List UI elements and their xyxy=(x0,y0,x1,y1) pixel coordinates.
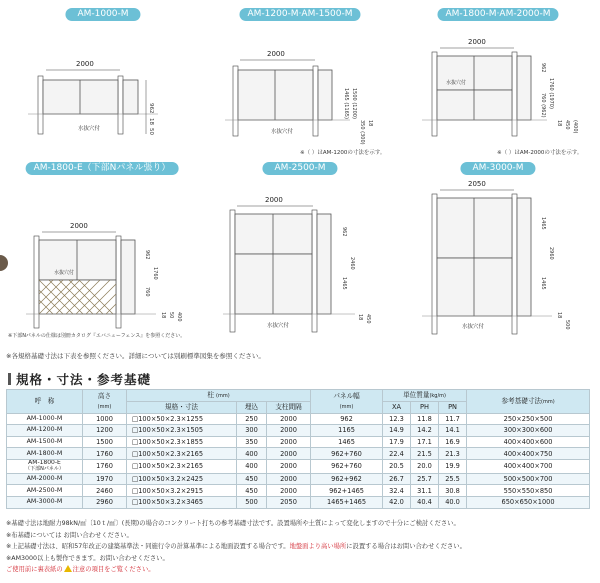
height-label: 962 xyxy=(540,63,546,73)
cell-spec: □100×50×2.3×2165 xyxy=(127,448,237,460)
col-xa: XA xyxy=(383,402,411,414)
cell-spec: □100×50×2.3×1255 xyxy=(127,413,237,425)
cell-xa: 12.3 xyxy=(383,413,411,425)
foundation-reference-note: ※各規格基礎寸法は下表を参照ください。詳細については別刷標準図集を参照ください。 xyxy=(6,352,265,360)
note-caution-tail: の項目をご覧ください。 xyxy=(85,566,155,573)
width-label: 2000 xyxy=(265,196,283,204)
cell-ph: 14.2 xyxy=(411,425,439,437)
fence-diagram xyxy=(6,162,198,342)
drain-hole-label: 水抜穴付 xyxy=(78,126,101,132)
cell-pn: 25.5 xyxy=(439,473,467,485)
note-elevated-warning: 地盤面より高い場所 xyxy=(289,543,347,550)
warning-icon xyxy=(64,565,72,572)
cell-spec: □100×50×2.3×1855 xyxy=(127,436,237,448)
cell-base: 550×550×850 xyxy=(467,485,590,497)
col-panel-width-label: パネル幅 xyxy=(333,391,360,400)
cell-pitch: 2000 xyxy=(267,448,311,460)
cell-spec: □100×50×3.2×2425 xyxy=(127,473,237,485)
dimension-note: ※（ ）はAM-2000の寸法を示す。 xyxy=(497,150,583,156)
note-strip-foundation: ※布基礎については お問い合わせください。 xyxy=(6,531,133,539)
height-label: 1465 xyxy=(540,277,546,290)
drain-hole-label: 水抜穴付 xyxy=(267,323,290,329)
cell-embed: 450 xyxy=(237,473,267,485)
cell-embed: 400 xyxy=(237,459,267,473)
drawing-am-3000 xyxy=(402,162,594,342)
col-height-unit: (mm) xyxy=(97,403,112,410)
cell-name: AM-1200-M xyxy=(7,425,83,437)
height-label: 500 xyxy=(564,320,570,330)
drain-hole-label: 水抜穴付 xyxy=(271,129,294,135)
cell-height: 1970 xyxy=(83,473,127,485)
cell-base: 300×300×600 xyxy=(467,425,590,437)
table-row xyxy=(7,436,590,448)
cell-ph: 31.1 xyxy=(411,485,439,497)
spec-table xyxy=(6,389,590,509)
notes xyxy=(6,518,466,576)
table-row xyxy=(7,459,590,473)
cell-xa: 32.4 xyxy=(383,485,411,497)
height-label: 760 xyxy=(144,287,150,297)
cell-pitch: 2050 xyxy=(267,497,311,509)
col-unit-mass-label: 単位質量 xyxy=(403,391,430,399)
fence-diagram xyxy=(8,8,198,148)
height-label: 2960 xyxy=(548,247,554,260)
cell-ph: 21.5 xyxy=(411,448,439,460)
cell-pitch: 2000 xyxy=(267,413,311,425)
table-row xyxy=(7,413,590,425)
note-caution-text: ご使用前に裏表紙の xyxy=(6,566,63,573)
cell-height: 1760 xyxy=(83,448,127,460)
model-tag: AM-1200-M·AM-1500-M xyxy=(239,8,360,21)
col-post-unit: (mm) xyxy=(216,393,230,399)
table-row xyxy=(7,497,590,509)
cell-height: 2960 xyxy=(83,497,127,509)
col-pn: PN xyxy=(439,402,467,414)
cell-panel: 1465 xyxy=(311,436,383,448)
cell-base: 400×400×700 xyxy=(467,459,590,473)
note-building-code-tail: に設置する場合はお問い合わせください。 xyxy=(346,543,466,550)
cell-name: AM-2500-M xyxy=(7,485,83,497)
cell-name-main: AM-1800-E xyxy=(28,459,61,466)
height-label: 18 xyxy=(160,312,166,319)
height-label: 450 xyxy=(365,314,371,324)
fence-diagram xyxy=(402,162,594,342)
cell-pitch: 2000 xyxy=(267,436,311,448)
cell-embed: 450 xyxy=(237,485,267,497)
section-title xyxy=(8,370,151,388)
height-label: 400 xyxy=(176,312,182,322)
bottom-panel-note: ※下部Nパネルの仕様は別冊カタログ『エバニューフェンス』を参照ください。 xyxy=(8,333,186,339)
cell-panel: 962+962 xyxy=(311,473,383,485)
cell-pn: 40.0 xyxy=(439,497,467,509)
cell-xa: 20.5 xyxy=(383,459,411,473)
col-spec: 規格・寸法 xyxy=(127,402,237,414)
drawing-am-2500 xyxy=(205,162,395,342)
note-foundation: ※基礎寸法は地耐力98kN/㎡〔10ｔ/㎡〕(長期)の場合のコンクリート打ちの参考基礎寸法です。設置場所や土質によって変化しますので十分にご検討ください。 xyxy=(6,520,460,527)
cell-name: AM-1800-M xyxy=(7,448,83,460)
col-base-unit: (mm) xyxy=(541,398,555,405)
cell-base: 650×650×1000 xyxy=(467,497,590,509)
note-caution xyxy=(6,564,466,576)
height-label: 1760 xyxy=(152,267,158,280)
table-row xyxy=(7,448,590,460)
title-bar xyxy=(8,373,11,385)
cell-height: 1000 xyxy=(83,413,127,425)
col-ph: PH xyxy=(411,402,439,414)
height-label: 1465 xyxy=(341,277,347,290)
cell-panel: 962+1465 xyxy=(311,485,383,497)
cell-embed: 300 xyxy=(237,425,267,437)
col-embed: 埋込 xyxy=(237,402,267,414)
cell-panel: 1465+1465 xyxy=(311,497,383,509)
width-label: 2000 xyxy=(76,60,94,68)
cell-height: 1500 xyxy=(83,436,127,448)
cell-embed: 250 xyxy=(237,413,267,425)
cell-height: 1760 xyxy=(83,459,127,473)
cell-panel: 962 xyxy=(311,413,383,425)
height-label: 1760 (1970) xyxy=(548,78,554,109)
height-label: 18 xyxy=(367,120,373,127)
drawing-am-1200-1500 xyxy=(205,8,395,158)
cell-spec: □100×50×3.2×3465 xyxy=(127,497,237,509)
col-panel-width xyxy=(311,390,383,414)
height-label: 2460 xyxy=(349,257,355,270)
fence-diagram xyxy=(402,8,594,158)
cell-pn: 14.1 xyxy=(439,425,467,437)
drawing-am-1000 xyxy=(8,8,198,148)
col-post xyxy=(127,390,311,402)
fence-diagram xyxy=(205,162,395,342)
model-tag: AM-3000-M xyxy=(460,162,535,175)
cell-pn: 16.9 xyxy=(439,436,467,448)
cell-name: AM-2000-M xyxy=(7,473,83,485)
height-label: 18 xyxy=(556,120,562,127)
cell-embed: 400 xyxy=(237,448,267,460)
col-unit-mass-unit: (kg/m) xyxy=(429,393,446,399)
drain-hole-label: 水抜穴付 xyxy=(462,324,485,330)
cell-pitch: 2000 xyxy=(267,459,311,473)
table-row xyxy=(7,425,590,437)
cell-ph: 20.0 xyxy=(411,459,439,473)
cell-xa: 22.4 xyxy=(383,448,411,460)
cell-base: 500×500×700 xyxy=(467,473,590,485)
cell-panel: 962+760 xyxy=(311,459,383,473)
height-label: 50 xyxy=(168,312,174,319)
cell-pitch: 2000 xyxy=(267,473,311,485)
col-pitch: 支柱間隔 xyxy=(267,402,311,414)
note-am3000: ※AM3000以上も製作できます。お問い合わせください。 xyxy=(6,554,169,562)
cell-xa: 42.0 xyxy=(383,497,411,509)
cell-spec: □100×50×3.2×2915 xyxy=(127,485,237,497)
dimension-note: ※（ ）はAM-1200の寸法を示す。 xyxy=(300,150,386,156)
cell-embed: 500 xyxy=(237,497,267,509)
cell-xa: 17.9 xyxy=(383,436,411,448)
col-height-label: 高さ xyxy=(97,391,112,400)
height-label: 1500 (1200) xyxy=(351,88,357,119)
cell-spec: □100×50×2.3×1505 xyxy=(127,425,237,437)
cell-base: 400×400×750 xyxy=(467,448,590,460)
cell-pitch: 2000 xyxy=(267,425,311,437)
section-title-text: 規格・寸法・参考基礎 xyxy=(16,372,152,387)
height-label: (400) xyxy=(572,120,578,134)
cell-ph: 17.1 xyxy=(411,436,439,448)
note-caution-keyword: 注意 xyxy=(72,566,86,573)
height-label: 18 xyxy=(148,118,154,125)
cell-pn: 21.3 xyxy=(439,448,467,460)
cell-name: AM-3000-M xyxy=(7,497,83,509)
col-post-label: 柱 xyxy=(207,391,214,399)
col-panel-width-unit: (mm) xyxy=(339,403,354,410)
cell-ph: 25.7 xyxy=(411,473,439,485)
height-label: 962 xyxy=(341,227,347,237)
cell-pn: 30.8 xyxy=(439,485,467,497)
drawing-am-1800-e xyxy=(6,162,198,342)
width-label: 2000 xyxy=(267,50,285,58)
cell-embed: 350 xyxy=(237,436,267,448)
cell-base: 400×400×600 xyxy=(467,436,590,448)
table-row xyxy=(7,473,590,485)
height-label: 962 xyxy=(148,103,154,114)
cell-xa: 26.7 xyxy=(383,473,411,485)
height-label: 50 xyxy=(148,128,154,135)
cell-name: AM-1500-M xyxy=(7,436,83,448)
col-height xyxy=(83,390,127,414)
col-name: 呼 称 xyxy=(7,390,83,414)
width-label: 2000 xyxy=(468,38,486,46)
cell-panel: 962+760 xyxy=(311,448,383,460)
cell-name-sub: （下部Nパネル） xyxy=(25,466,64,473)
cell-pn: 19.9 xyxy=(439,459,467,473)
cell-height: 1200 xyxy=(83,425,127,437)
cell-name xyxy=(7,459,83,473)
cell-panel: 1165 xyxy=(311,425,383,437)
col-unit-mass xyxy=(383,390,467,402)
cell-pitch: 2000 xyxy=(267,485,311,497)
table-row xyxy=(7,485,590,497)
model-tag: AM-2500-M xyxy=(262,162,337,175)
cell-height: 2460 xyxy=(83,485,127,497)
model-tag: AM-1800-M·AM-2000-M xyxy=(437,8,558,21)
note-building-code xyxy=(6,541,466,553)
height-label: 1465 (1165) xyxy=(343,88,349,119)
cell-xa: 14.9 xyxy=(383,425,411,437)
cell-name: AM-1000-M xyxy=(7,413,83,425)
width-label: 2050 xyxy=(468,180,486,188)
col-base-label: 参考基礎寸法 xyxy=(501,396,541,405)
cell-pn: 11.7 xyxy=(439,413,467,425)
header-row xyxy=(7,390,590,402)
drawing-am-1800-2000 xyxy=(402,8,594,158)
drain-hole-label: 水抜穴付 xyxy=(54,270,75,276)
fence-diagram xyxy=(205,8,395,158)
cell-ph: 40.4 xyxy=(411,497,439,509)
cell-ph: 11.8 xyxy=(411,413,439,425)
height-label: 450 xyxy=(564,120,570,130)
cell-spec: □100×50×2.3×2165 xyxy=(127,459,237,473)
cell-base: 250×250×500 xyxy=(467,413,590,425)
note-building-code-text: ※上記基礎寸法は、昭和57年改正の建築基準法・同施行令の計算基準による地面設置する場合です。 xyxy=(6,543,290,550)
height-label: 962 xyxy=(144,250,150,260)
drain-hole-label: 水抜穴付 xyxy=(446,80,467,86)
width-label: 2000 xyxy=(70,222,88,230)
model-tag: AM-1000-M xyxy=(65,8,140,21)
height-label: 18 xyxy=(556,312,562,319)
height-label: 1465 xyxy=(540,217,546,230)
height-label: 760 (962) xyxy=(540,93,546,118)
model-tag: AM-1800-E（下部Nパネル張り） xyxy=(26,162,179,175)
height-label: 350 (300) xyxy=(359,120,365,145)
col-base xyxy=(467,390,590,414)
height-label: 18 xyxy=(357,314,363,321)
